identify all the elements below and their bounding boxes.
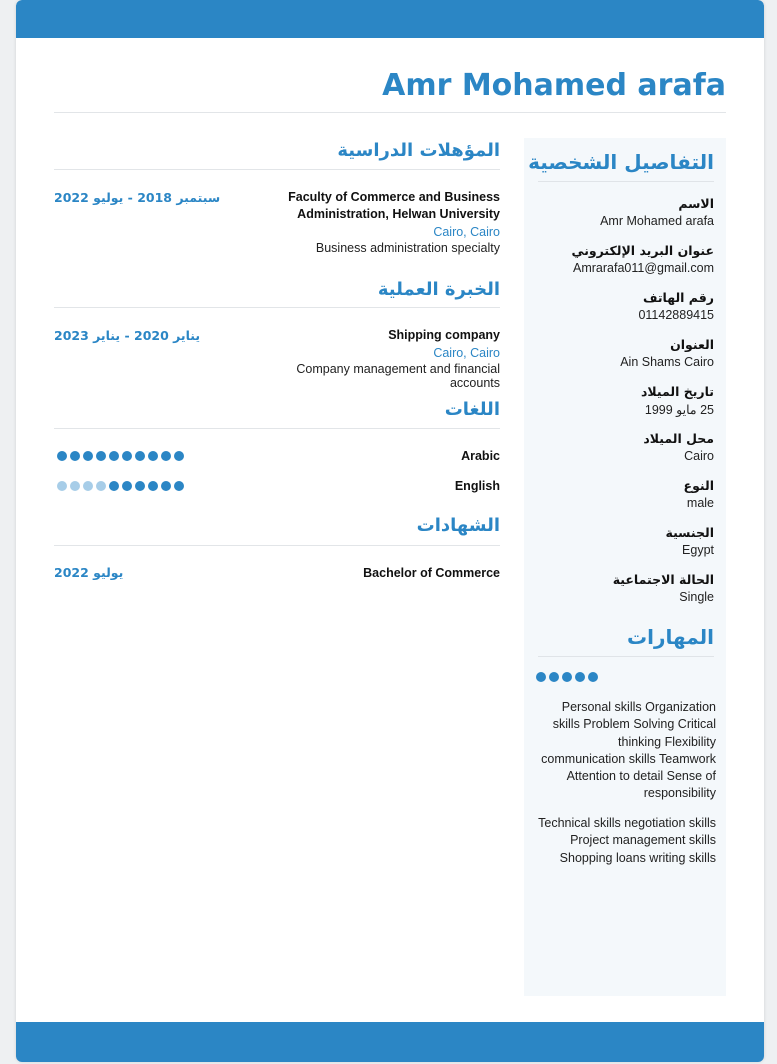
header-band <box>16 0 764 38</box>
resume-name: Amr Mohamed arafa <box>382 68 726 103</box>
level-dot <box>122 451 132 461</box>
level-dot <box>148 451 158 461</box>
languages-heading: اللغات <box>444 399 500 420</box>
field-value: Egypt <box>682 543 714 557</box>
personal-details-sidebar <box>524 138 726 996</box>
level-dot <box>122 481 132 491</box>
field-label: محل الميلاد <box>643 431 714 446</box>
languages-divider <box>54 428 500 429</box>
field-label: تاريخ الميلاد <box>640 384 714 399</box>
field-email <box>534 243 714 275</box>
level-dot <box>588 672 598 682</box>
entry-location: Cairo, Cairo <box>433 346 500 360</box>
level-dot <box>135 451 145 461</box>
level-dot <box>109 451 119 461</box>
level-dot <box>135 481 145 491</box>
personal-skills-text: Personal skills Organization skills Problem Solving Critical thinking Flexibility communication skills Teamwork Attention to detail Sense of responsibility <box>541 700 716 801</box>
level-dot <box>83 481 93 491</box>
field-value: 25 مايو 1999 <box>644 403 714 417</box>
field-value: 01142889415 <box>638 308 714 322</box>
entry-location: Cairo, Cairo <box>433 225 500 239</box>
experience-divider <box>54 307 500 308</box>
footer-band <box>16 1022 764 1062</box>
certificates-divider <box>54 545 500 546</box>
level-dot <box>161 481 171 491</box>
entry-description: Company management and financial accounts <box>296 362 500 390</box>
entry-title: Shipping company <box>388 328 500 342</box>
resume-page <box>16 0 764 1062</box>
level-dot <box>83 451 93 461</box>
details-heading: التفاصيل الشخصية <box>528 150 714 174</box>
field-value: Ain Shams Cairo <box>620 355 714 369</box>
language-arabic: Arabic <box>461 449 500 463</box>
field-value: Cairo <box>684 449 714 463</box>
skills-divider <box>538 656 714 657</box>
certificate-date: يوليو 2022 <box>54 565 124 580</box>
technical-skills-text: Technical skills negotiation skills Project management skills Shopping loans writing skills <box>538 816 716 865</box>
level-dot <box>57 481 67 491</box>
field-label: رقم الهاتف <box>642 290 714 305</box>
level-dot <box>161 451 171 461</box>
level-dot <box>109 481 119 491</box>
field-label: النوع <box>683 478 714 493</box>
field-label: عنوان البريد الإلكتروني <box>571 243 714 258</box>
language-english-dots <box>57 481 184 491</box>
field-birth-date <box>534 384 714 417</box>
level-dot <box>536 672 546 682</box>
certificate-entry <box>250 565 500 582</box>
experience-date: يناير 2020 - يناير 2023 <box>54 328 201 343</box>
field-marital-status <box>534 572 714 604</box>
level-dot <box>70 451 80 461</box>
field-label: الحالة الاجتماعية <box>612 572 714 587</box>
level-dot <box>96 451 106 461</box>
experience-heading: الخبرة العملية <box>377 279 500 300</box>
field-name <box>534 196 714 228</box>
level-dot <box>57 451 67 461</box>
field-value: male <box>686 496 714 510</box>
education-entry <box>250 189 500 255</box>
field-phone <box>534 290 714 322</box>
field-value: Single <box>679 590 714 604</box>
experience-entry <box>250 327 500 390</box>
field-value: Amrarafa011@gmail.com <box>573 261 714 275</box>
level-dot <box>575 672 585 682</box>
level-dot <box>148 481 158 491</box>
skills-level-dots <box>536 672 598 682</box>
field-label: الاسم <box>678 196 714 211</box>
name-divider <box>54 112 726 113</box>
language-english: English <box>454 479 500 493</box>
level-dot <box>549 672 559 682</box>
level-dot <box>70 481 80 491</box>
field-address <box>534 337 714 369</box>
language-arabic-dots <box>57 451 184 461</box>
skills-heading: المهارات <box>627 625 714 649</box>
level-dot <box>174 451 184 461</box>
certificates-heading: الشهادات <box>416 515 500 536</box>
education-heading: المؤهلات الدراسية <box>337 140 500 161</box>
education-date: سبتمبر 2018 - يوليو 2022 <box>54 190 221 205</box>
entry-title: Faculty of Commerce and Business Administration, Helwan University <box>288 190 500 221</box>
details-divider <box>538 181 714 182</box>
education-divider <box>54 169 500 170</box>
field-nationality <box>534 525 714 557</box>
field-label: الجنسية <box>665 525 714 540</box>
field-gender <box>534 478 714 510</box>
level-dot <box>96 481 106 491</box>
field-birth-place <box>534 431 714 463</box>
field-label: العنوان <box>670 337 714 352</box>
entry-description: Business administration specialty <box>315 241 500 255</box>
level-dot <box>562 672 572 682</box>
entry-title: Bachelor of Commerce <box>363 566 500 580</box>
field-value: Amr Mohamed arafa <box>600 214 714 228</box>
level-dot <box>174 481 184 491</box>
